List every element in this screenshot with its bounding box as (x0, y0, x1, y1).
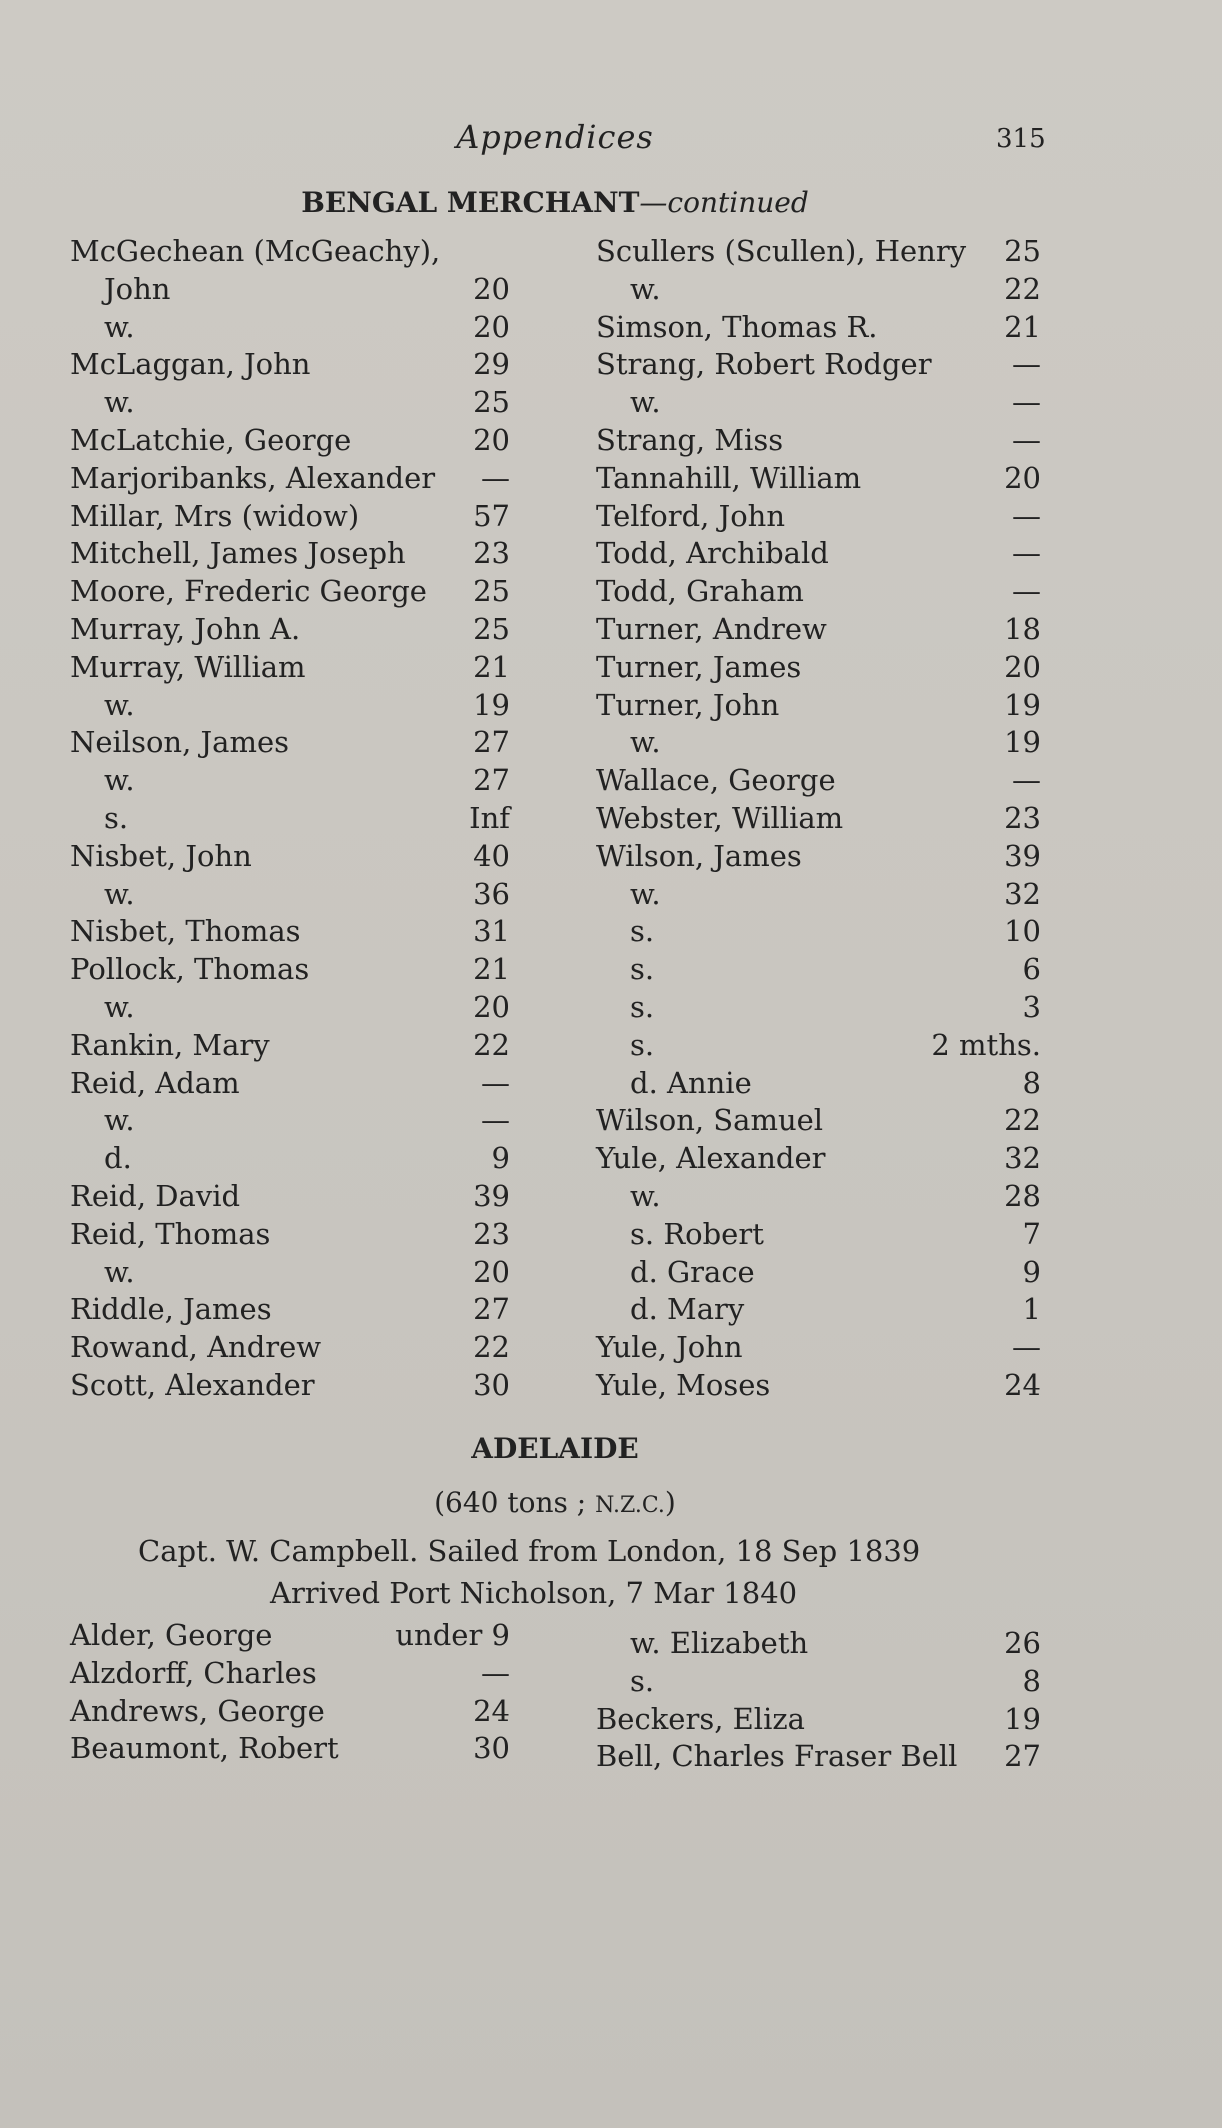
passenger-row (70, 1065, 510, 1103)
passenger-row (596, 989, 1041, 1027)
passenger-row (70, 951, 510, 989)
passenger-age: 27 (473, 725, 510, 760)
passenger-age: — (1012, 1330, 1041, 1365)
passenger-row (596, 1027, 1041, 1065)
passenger-age: 26 (1004, 1626, 1041, 1660)
passenger-age: 21 (473, 649, 510, 684)
passenger-row (596, 724, 1041, 762)
passenger-name: w. (630, 1178, 661, 1213)
passenger-name: Wilson, Samuel (596, 1103, 824, 1138)
passenger-row (596, 1216, 1041, 1254)
passenger-name: Alder, George (70, 1618, 273, 1652)
ship-name: BENGAL MERCHANT (301, 186, 640, 219)
passenger-row (70, 498, 510, 536)
passenger-age: 32 (1004, 876, 1041, 911)
tonnage-prefix: (640 tons ; (434, 1486, 596, 1519)
passenger-name: Turner, Andrew (596, 611, 827, 646)
passenger-age: 25 (473, 574, 510, 609)
passenger-age: 21 (473, 952, 510, 987)
passenger-row (596, 1625, 1041, 1663)
passenger-age: — (1012, 385, 1041, 420)
passenger-age: 25 (473, 611, 510, 646)
passenger-row (596, 346, 1041, 384)
passenger-row (596, 573, 1041, 611)
passenger-age: 28 (1004, 1178, 1041, 1213)
adelaide-list-left (70, 1617, 510, 1768)
passenger-row (70, 346, 510, 384)
passenger-name: Rankin, Mary (70, 1027, 270, 1062)
passenger-age: 24 (1004, 1367, 1041, 1402)
passenger-row (70, 1730, 510, 1768)
passenger-age: 27 (1004, 1739, 1041, 1774)
passenger-row (70, 800, 510, 838)
passenger-list-right (596, 233, 1041, 1405)
passenger-age: 20 (473, 1254, 510, 1289)
passenger-row (596, 762, 1041, 800)
passenger-name: Mitchell, James Joseph (70, 536, 406, 571)
passenger-age: 25 (473, 385, 510, 420)
passenger-name: Yule, John (596, 1330, 743, 1365)
passenger-row (70, 233, 510, 271)
passenger-name: w. Elizabeth (630, 1626, 809, 1660)
passenger-name: Bell, Charles Fraser Bell (596, 1739, 958, 1774)
passenger-name: s. (104, 800, 129, 835)
passenger-row (70, 1329, 510, 1367)
passenger-name: Simson, Thomas R. (596, 309, 878, 344)
passenger-name: s. Robert (630, 1216, 764, 1251)
passenger-name: John (104, 271, 171, 306)
passenger-age: 27 (473, 763, 510, 798)
passenger-name: w. (104, 1103, 135, 1138)
adelaide-voyage (138, 1530, 1038, 1614)
passenger-name: Turner, James (596, 649, 802, 684)
passenger-age: 9 (491, 1141, 510, 1176)
tonnage-company: N.Z.C. (595, 1493, 665, 1518)
passenger-age: 7 (1022, 1216, 1041, 1251)
passenger-name: Marjoribanks, Alexander (70, 460, 436, 495)
passenger-row (596, 951, 1041, 989)
passenger-name: Neilson, James (70, 725, 290, 760)
running-header: Appendices (456, 118, 654, 156)
passenger-name: Beckers, Eliza (596, 1701, 805, 1736)
passenger-name: Yule, Alexander (596, 1141, 826, 1176)
passenger-name: McLaggan, John (70, 347, 311, 382)
tonnage-suffix: ) (664, 1486, 676, 1519)
passenger-name: w. (104, 309, 135, 344)
passenger-name: Scott, Alexander (70, 1367, 315, 1402)
passenger-row (70, 989, 510, 1027)
passenger-age: — (481, 1103, 510, 1138)
passenger-age: 1 (1022, 1292, 1041, 1327)
passenger-age: 6 (1022, 952, 1041, 987)
passenger-name: Reid, David (70, 1178, 241, 1213)
passenger-name: Wilson, James (596, 838, 802, 873)
passenger-age: 19 (473, 687, 510, 722)
passenger-name: d. (104, 1141, 132, 1176)
passenger-name: Yule, Moses (596, 1367, 771, 1402)
passenger-row (70, 384, 510, 422)
passenger-name: d. Mary (630, 1292, 745, 1327)
passenger-row (596, 1367, 1041, 1405)
adelaide-tonnage (0, 1486, 1110, 1519)
passenger-age: 20 (473, 309, 510, 344)
passenger-age: — (1012, 422, 1041, 457)
passenger-row (596, 913, 1041, 951)
captain-line: Capt. W. Campbell. Sailed from London, 18 Sep 1839 (138, 1534, 921, 1568)
passenger-name: Alzdorff, Charles (70, 1655, 317, 1690)
passenger-name: w. (104, 876, 135, 911)
passenger-row (70, 309, 510, 347)
passenger-name: s. (630, 952, 655, 987)
passenger-row (596, 1663, 1041, 1701)
passenger-row (596, 271, 1041, 309)
passenger-age: 18 (1004, 611, 1041, 646)
passenger-row (70, 1216, 510, 1254)
passenger-row (596, 498, 1041, 536)
passenger-age: 30 (473, 1367, 510, 1402)
passenger-age: 22 (1004, 1103, 1041, 1138)
passenger-row (70, 422, 510, 460)
passenger-age: 23 (1004, 800, 1041, 835)
passenger-age: 39 (1004, 838, 1041, 873)
passenger-age: — (481, 1065, 510, 1100)
passenger-name: w. (630, 271, 661, 306)
passenger-age: 22 (1004, 271, 1041, 306)
passenger-name: s. (630, 1027, 655, 1062)
passenger-age: — (1012, 536, 1041, 571)
passenger-row (70, 1617, 510, 1655)
passenger-list-left (70, 233, 510, 1405)
passenger-row (70, 724, 510, 762)
passenger-age: 30 (473, 1731, 510, 1766)
passenger-age: 8 (1022, 1663, 1041, 1698)
passenger-name: Turner, John (596, 687, 780, 722)
passenger-name: Riddle, James (70, 1292, 272, 1327)
adelaide-heading: ADELAIDE (471, 1432, 639, 1465)
passenger-row (70, 838, 510, 876)
passenger-row (70, 611, 510, 649)
passenger-row (596, 422, 1041, 460)
page-number: 315 (996, 124, 1046, 154)
passenger-name: Nisbet, John (70, 838, 252, 873)
passenger-age: 2 mths. (931, 1027, 1041, 1062)
passenger-age: — (481, 1655, 510, 1690)
passenger-age: 39 (473, 1178, 510, 1213)
arrival-line: Arrived Port Nicholson, 7 Mar 1840 (270, 1576, 798, 1610)
passenger-name: Scullers (Scullen), Henry (596, 234, 967, 268)
passenger-name: Murray, John A. (70, 611, 301, 646)
passenger-age: 22 (473, 1027, 510, 1062)
passenger-name: d. Annie (630, 1065, 752, 1100)
passenger-age: 23 (473, 1216, 510, 1251)
passenger-age: — (481, 460, 510, 495)
passenger-age: 36 (473, 876, 510, 911)
passenger-age: 29 (473, 347, 510, 382)
passenger-age: 25 (1004, 234, 1041, 268)
passenger-name: Strang, Miss (596, 422, 784, 457)
adelaide-list-right (596, 1625, 1041, 1776)
passenger-name: Webster, William (596, 800, 844, 835)
passenger-name: s. (630, 914, 655, 949)
passenger-row (596, 1102, 1041, 1140)
passenger-age: Inf (469, 800, 510, 835)
passenger-row (596, 1329, 1041, 1367)
passenger-name: McLatchie, George (70, 422, 352, 457)
passenger-name: w. (104, 763, 135, 798)
passenger-row (596, 800, 1041, 838)
passenger-name: Rowand, Andrew (70, 1330, 322, 1365)
passenger-age: 57 (473, 498, 510, 533)
passenger-name: Beaumont, Robert (70, 1731, 339, 1766)
passenger-row (70, 649, 510, 687)
passenger-age: 23 (473, 536, 510, 571)
passenger-name: Telford, John (596, 498, 786, 533)
section-suffix: —continued (639, 186, 809, 219)
passenger-name: McGechean (McGeachy), (70, 234, 441, 268)
passenger-row (596, 1701, 1041, 1739)
passenger-age: — (1012, 574, 1041, 609)
passenger-name: Murray, William (70, 649, 306, 684)
passenger-age: 20 (473, 271, 510, 306)
passenger-row (596, 649, 1041, 687)
passenger-name: Wallace, George (596, 763, 836, 798)
passenger-row (70, 1027, 510, 1065)
passenger-name: Todd, Archibald (596, 536, 829, 571)
passenger-row (70, 913, 510, 951)
passenger-age: 10 (1004, 914, 1041, 949)
passenger-name: d. Grace (630, 1254, 755, 1289)
passenger-row (596, 687, 1041, 725)
passenger-row (70, 460, 510, 498)
passenger-row (70, 1367, 510, 1405)
passenger-name: Todd, Graham (596, 574, 804, 609)
passenger-row (70, 1291, 510, 1329)
passenger-name: Nisbet, Thomas (70, 914, 301, 949)
passenger-row (596, 1254, 1041, 1292)
passenger-name: Reid, Thomas (70, 1216, 271, 1251)
passenger-name: s. (630, 1663, 655, 1698)
passenger-name: w. (104, 385, 135, 420)
passenger-row (70, 762, 510, 800)
passenger-name: Moore, Frederic George (70, 574, 427, 609)
passenger-name: w. (104, 989, 135, 1024)
passenger-age: — (1012, 347, 1041, 382)
passenger-age: 19 (1004, 1701, 1041, 1736)
passenger-name: w. (630, 725, 661, 760)
passenger-row (70, 687, 510, 725)
passenger-row (596, 1738, 1041, 1776)
section-heading (0, 186, 1110, 219)
passenger-row (70, 271, 510, 309)
passenger-age: 19 (1004, 687, 1041, 722)
passenger-name: w. (104, 687, 135, 722)
passenger-row (70, 1254, 510, 1292)
passenger-row (596, 384, 1041, 422)
passenger-age: — (1012, 498, 1041, 533)
passenger-row (596, 233, 1041, 271)
passenger-row (596, 876, 1041, 914)
passenger-row (596, 1178, 1041, 1216)
passenger-name: s. (630, 989, 655, 1024)
passenger-name: Millar, Mrs (widow) (70, 498, 360, 533)
passenger-row (596, 611, 1041, 649)
passenger-age: 20 (1004, 460, 1041, 495)
passenger-age: — (1012, 763, 1041, 798)
passenger-age: under 9 (395, 1618, 510, 1652)
passenger-age: 8 (1022, 1065, 1041, 1100)
passenger-name: Reid, Adam (70, 1065, 240, 1100)
passenger-row (596, 1140, 1041, 1178)
passenger-age: 3 (1022, 989, 1041, 1024)
passenger-age: 32 (1004, 1141, 1041, 1176)
passenger-row (70, 1655, 510, 1693)
passenger-row (70, 1102, 510, 1140)
passenger-row (70, 535, 510, 573)
passenger-row (70, 1178, 510, 1216)
passenger-age: 31 (473, 914, 510, 949)
passenger-row (596, 460, 1041, 498)
passenger-name: w. (630, 876, 661, 911)
passenger-age: 21 (1004, 309, 1041, 344)
passenger-row (70, 573, 510, 611)
passenger-row (596, 309, 1041, 347)
passenger-name: Tannahill, William (596, 460, 862, 495)
passenger-age: 20 (1004, 649, 1041, 684)
passenger-age: 19 (1004, 725, 1041, 760)
passenger-row (596, 535, 1041, 573)
passenger-row (70, 1693, 510, 1731)
passenger-row (596, 1291, 1041, 1329)
passenger-name: Andrews, George (70, 1693, 325, 1728)
passenger-name: w. (630, 385, 661, 420)
passenger-name: Strang, Robert Rodger (596, 347, 932, 382)
passenger-row (596, 838, 1041, 876)
passenger-row (596, 1065, 1041, 1103)
passenger-name: w. (104, 1254, 135, 1289)
passenger-age: 24 (473, 1693, 510, 1728)
passenger-name: Pollock, Thomas (70, 952, 310, 987)
passenger-age: 20 (473, 422, 510, 457)
passenger-age: 9 (1022, 1254, 1041, 1289)
passenger-age: 27 (473, 1292, 510, 1327)
passenger-age: 20 (473, 989, 510, 1024)
passenger-row (70, 1140, 510, 1178)
passenger-age: 22 (473, 1330, 510, 1365)
passenger-age: 40 (473, 838, 510, 873)
passenger-row (70, 876, 510, 914)
